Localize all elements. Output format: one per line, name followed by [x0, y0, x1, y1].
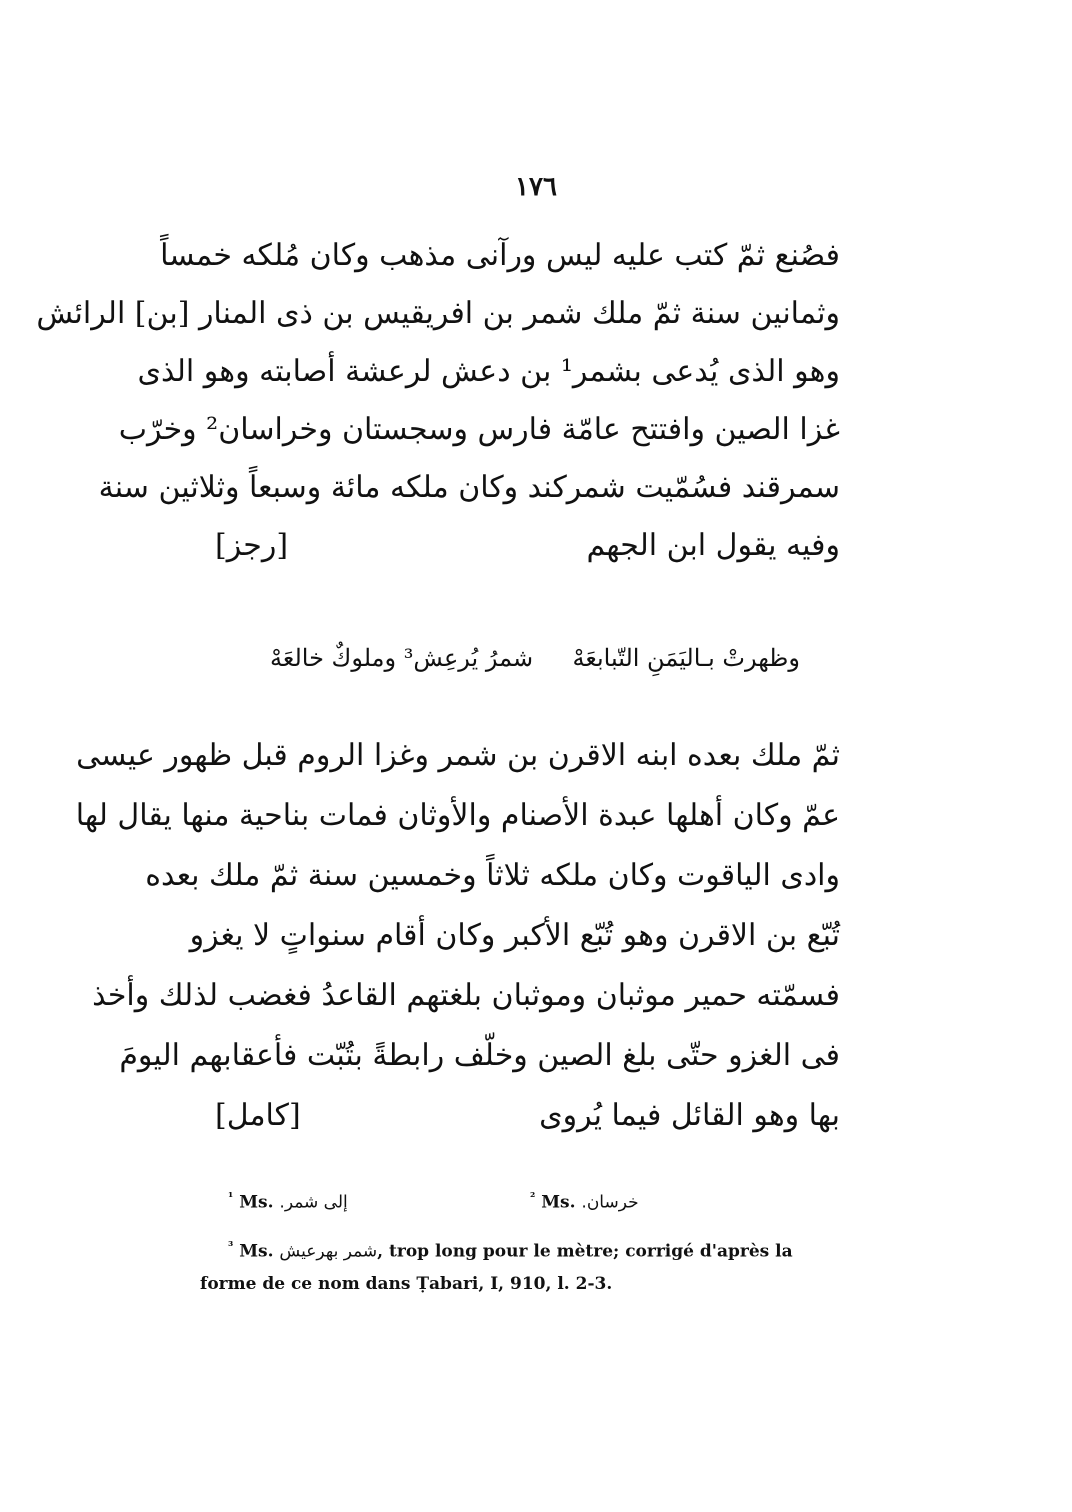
paragraph-1-line-2: وثمانين سنة ثمّ ملك شمر بن افريقيس بن ذى المنار [بن] الرائش [36, 296, 840, 331]
footnote-3-text: , trop long pour le mètre; corrigé d'après la forme de ce nom dans Ṭabari, I, 910, l. 2-3. [200, 1241, 793, 1294]
paragraph-1-line-6-text: وفيه يقول ابن الجهم [586, 528, 840, 563]
footnote-2 [530, 1180, 639, 1220]
paragraph-2-line-5: فسمّته حمير موثبان وموثبان بلغتهم القاعدُ فغضب لذلك وأخذ [92, 978, 840, 1013]
footnote-3-arabic: شمر بهرعيش [279, 1241, 378, 1262]
paragraph-2-line-6: فى الغزو حتّى بلغ الصين وخلّف رابطةً بتُبّت فأعقابهم اليومَ [119, 1038, 840, 1073]
footnote-1 [228, 1180, 348, 1220]
footnote-2-text: خرسان. [581, 1192, 639, 1213]
paragraph-1-line-5: سمرقند فسُمّيت شمركند وكان ملكه مائة وسبعاً وثلاثين سنة [98, 470, 840, 505]
verse [270, 633, 800, 683]
paragraph-1-line-1: فصُنع ثمّ كتب عليه ليس ورآنى مذهب وكان مُلكه خمساً [160, 238, 840, 273]
footnote-3-marker: ³ [228, 1239, 234, 1253]
paragraph-2-line-1: ثمّ ملك بعده ابنه الاقرن بن شمر وغزا الروم قبل ظهور عيسى [76, 738, 840, 773]
paragraph-2-line-4: تُبّع بن الاقرن وهو تُبّع الأكبر وكان أقام سنواتٍ لا يغزو [189, 918, 840, 953]
page-number: ١٧٦ [515, 172, 557, 202]
verse-left-hemistich: شمرُ يُرعِش³ وملوكٌ خالعَهْ [270, 644, 534, 672]
footnote-2-label: Ms. [541, 1192, 576, 1213]
footnote-3-label: Ms. [239, 1241, 274, 1262]
paragraph-1-line-3: وهو الذى يُدعى بشمر¹ بن دعش لرعشة أصابته وهو الذى [137, 354, 840, 389]
paragraph-1 [36, 228, 840, 564]
footnote-row-1 [200, 1180, 840, 1214]
footnote-1-text: إلى شمر. [279, 1192, 348, 1213]
verse-right-hemistich: وظهرتْ بـاليَمَنِ التّبابعَهْ [572, 644, 800, 672]
paragraph-2-line-7-text: بها وهو القائل فيما يُروى [539, 1098, 840, 1133]
meter-kamil: [كامل] [215, 1098, 301, 1133]
paragraph-2-line-3: وادى الياقوت وكان ملكه ثلاثاً وخمسين سنة ثمّ ملك بعده [145, 858, 840, 893]
paragraph-2-line-2: عمّ وكان أهلها عبدة الأصنام والأوثان فمات بناحية منها يقال لها [75, 798, 840, 833]
footnote-1-marker: ¹ [228, 1190, 234, 1204]
paragraph-2-line-7 [215, 1088, 840, 1144]
footnote-2-marker: ² [530, 1190, 536, 1204]
paragraph-1-line-6 [215, 518, 840, 574]
meter-rajaz: [رجز] [215, 528, 289, 563]
footnote-3 [200, 1230, 840, 1300]
footnote-1-label: Ms. [239, 1192, 274, 1213]
paragraph-1-line-4: غزا الصين وافتتح عامّة فارس وسجستان وخراسان² وخرّب [118, 412, 840, 447]
paragraph-2 [75, 728, 840, 1133]
